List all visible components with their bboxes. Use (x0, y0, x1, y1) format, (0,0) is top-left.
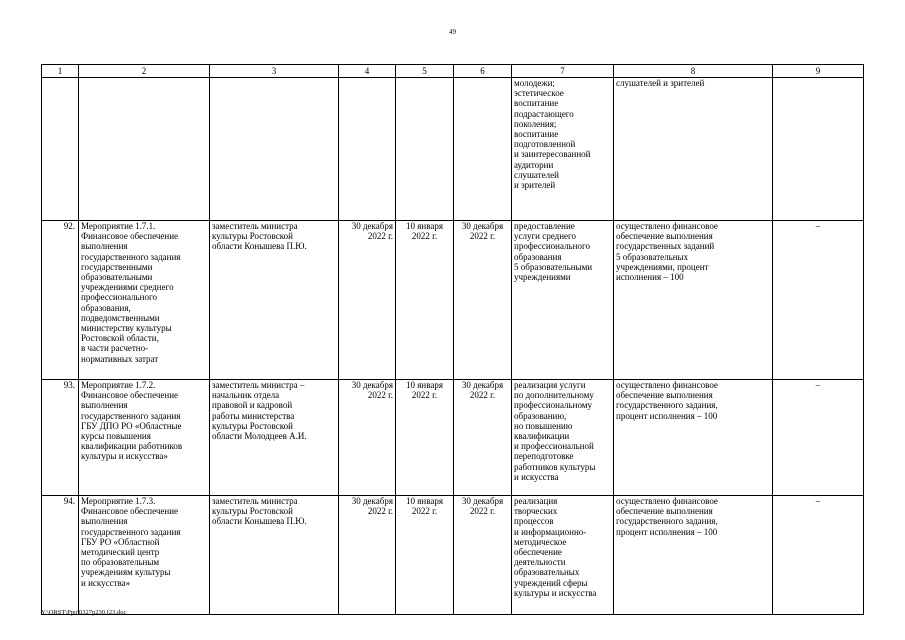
page-number: 49 (449, 28, 456, 36)
measures-table (41, 64, 864, 615)
cell-result-expected: реализация творческих процессов и информационно- методическое обеспечение деятельности образовательных учреждений сферы культуры и искусства (512, 496, 614, 615)
cell-responsible: заместитель министра – начальник отдела правовой и кадровой работы министерства культуры Ростовской области Молодцеев А.И. (210, 380, 339, 496)
cell-row-number: 94. (42, 496, 79, 615)
column-header: 1 (42, 65, 79, 78)
column-header: 8 (614, 65, 773, 78)
table-row (42, 496, 864, 615)
column-number-row (42, 65, 864, 78)
cell-responsible: заместитель министра культуры Ростовской области Конышева П.Ю. (210, 496, 339, 615)
cell-date-end: 30 декабря 2022 г. (454, 380, 512, 496)
column-header: 5 (396, 65, 454, 78)
cell-note: – (773, 496, 864, 615)
cell-result-actual: осуществлено финансовое обеспечение выполнения государственного задания, процент исполнения – 100 (614, 496, 773, 615)
cell-result-actual: осуществлено финансовое обеспечение выполнения государственного задания, процент исполнения – 100 (614, 380, 773, 496)
cell-measure-name: Мероприятие 1.7.2. Финансовое обеспечение выполнения государственного задания ГБУ ДПО РО «Областные курсы повышения квалификации работников культуры и искусства» (79, 380, 210, 496)
cell-date-start: 10 января 2022 г. (396, 380, 454, 496)
cell-empty (42, 78, 79, 221)
table-row (42, 221, 864, 380)
cell-empty (79, 78, 210, 221)
table-row-continued (42, 78, 864, 221)
cell-date-plan: 30 декабря 2022 г. (339, 380, 396, 496)
cell-date-end: 30 декабря 2022 г. (454, 496, 512, 615)
column-header: 2 (79, 65, 210, 78)
cell-result-expected: предоставление услуги среднего профессионального образования 5 образовательными учреждениями (512, 221, 614, 380)
cell-measure-name: Мероприятие 1.7.3. Финансовое обеспечение выполнения государственного задания ГБУ РО «Областной методический центр по образовательным учреждениям культуры и искусства» (79, 496, 210, 615)
column-header: 7 (512, 65, 614, 78)
cell-empty (773, 78, 864, 221)
column-header: 3 (210, 65, 339, 78)
cell-measure-name: Мероприятие 1.7.1. Финансовое обеспечение выполнения государственного задания государственными образовательными учреждениями среднего профессионального образования, подведомственными министерству культуры Ростовской области, в части расчетно- нормативных затрат (79, 221, 210, 380)
cell-row-number: 93. (42, 380, 79, 496)
cell-empty (454, 78, 512, 221)
cell-result-actual: осуществлено финансовое обеспечение выполнения государственных заданий 5 образовательных учреждениями, процент исполнения – 100 (614, 221, 773, 380)
cell-date-start: 10 января 2022 г. (396, 496, 454, 615)
column-header: 9 (773, 65, 864, 78)
column-header: 4 (339, 65, 396, 78)
cell-empty (210, 78, 339, 221)
cell-date-plan: 30 декабря 2022 г. (339, 496, 396, 615)
cell-date-start: 10 января 2022 г. (396, 221, 454, 380)
cell-row-number: 92. (42, 221, 79, 380)
cell-empty (396, 78, 454, 221)
cell-note: – (773, 221, 864, 380)
cell-date-end: 30 декабря 2022 г. (454, 221, 512, 380)
table-row (42, 380, 864, 496)
column-header: 6 (454, 65, 512, 78)
cell-note: – (773, 380, 864, 496)
cell-empty (339, 78, 396, 221)
cell-result-expected: реализация услуги по дополнительному профессиональному образованию, но повышению квалификации и профессиональной переподготовке работников культуры и искусства (512, 380, 614, 496)
file-path-footer: Y:\ORST\Ppo\0327p230.f23.doc (41, 609, 127, 616)
cell-date-plan: 30 декабря 2022 г. (339, 221, 396, 380)
cell-responsible: заместитель министра культуры Ростовской области Конышева П.Ю. (210, 221, 339, 380)
cell-result-actual: слушателей и зрителей (614, 78, 773, 221)
cell-result-expected: молодежи; эстетическое воспитание подрастающего поколения; воспитание подготовленной и заинтересованной аудитории слушателей и зрителей (512, 78, 614, 221)
